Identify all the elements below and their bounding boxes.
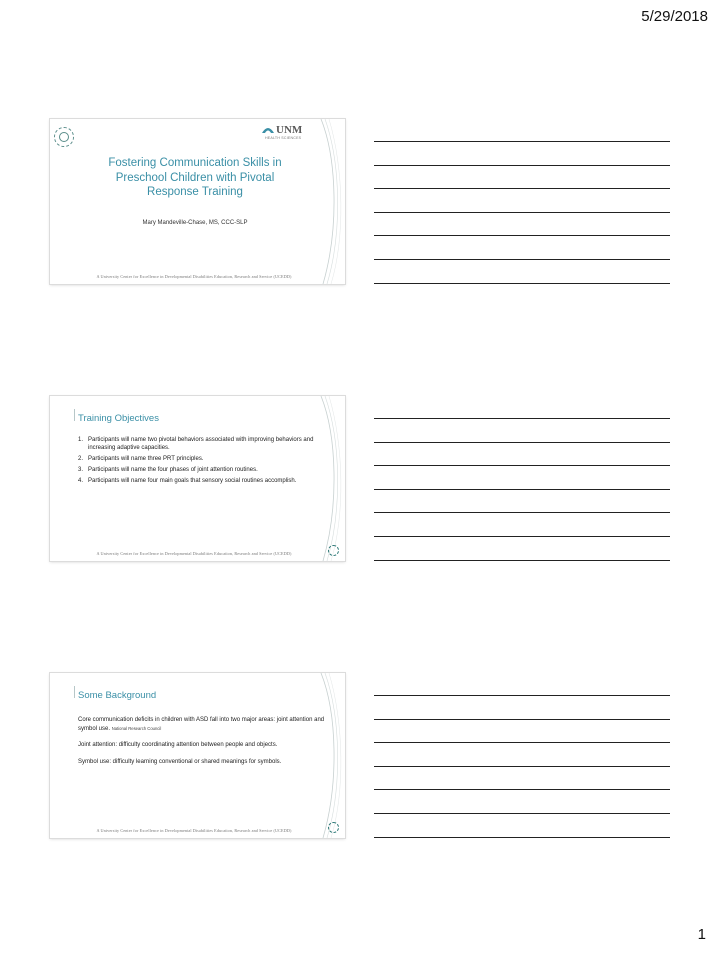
list-item bbox=[78, 466, 340, 474]
slide-body bbox=[78, 716, 336, 774]
notes-line bbox=[374, 259, 670, 260]
notes-line bbox=[374, 465, 670, 466]
objectives-list bbox=[78, 436, 340, 488]
handout-date: 5/29/2018 bbox=[641, 8, 708, 25]
slide-main-title bbox=[80, 156, 310, 200]
slide-heading: Training Objectives bbox=[78, 413, 159, 424]
notes-line bbox=[374, 789, 670, 790]
unm-mark-icon bbox=[261, 126, 275, 134]
ucedd-seal-icon bbox=[328, 545, 339, 556]
notes-line bbox=[374, 418, 670, 419]
item-number: 1. bbox=[78, 437, 84, 443]
body-paragraph bbox=[78, 716, 336, 733]
page-number: 1 bbox=[697, 926, 706, 943]
item-text: Participants will name the four phases of joint attention routines. bbox=[88, 467, 258, 473]
body-paragraph: Symbol use: difficulty learning conventional or shared meanings for symbols. bbox=[78, 758, 282, 765]
presenter-name: Mary Mandeville-Chase, MS, CCC-SLP bbox=[142, 220, 248, 226]
notes-line bbox=[374, 719, 670, 720]
item-number: 2. bbox=[78, 456, 84, 462]
paragraph-text: Core communication deficits in children with ASD fall into two major areas: joint attention and symbol use. bbox=[78, 717, 325, 732]
title-divider bbox=[74, 686, 75, 698]
notes-line bbox=[374, 766, 670, 767]
notes-line bbox=[374, 837, 670, 838]
notes-line bbox=[374, 742, 670, 743]
title-line: Preschool Children with Pivotal bbox=[115, 171, 275, 184]
slide-some-background bbox=[50, 673, 345, 838]
slide-title-slide bbox=[50, 119, 345, 284]
decorative-swoosh-icon bbox=[315, 396, 345, 561]
notes-line bbox=[374, 283, 670, 284]
title-line: Fostering Communication Skills in bbox=[108, 157, 282, 169]
notes-line bbox=[374, 141, 670, 142]
list-item bbox=[78, 436, 340, 452]
list-item bbox=[78, 477, 340, 485]
decorative-swoosh-icon bbox=[315, 673, 345, 838]
notes-line bbox=[374, 695, 670, 696]
slide-footer: A University Center for Excellence in Developmental Disabilities Education, Research and Service (UCEDD) bbox=[96, 828, 292, 833]
title-divider bbox=[74, 409, 75, 421]
unm-logo bbox=[261, 124, 311, 144]
item-text: Participants will name two pivotal behaviors associated with improving behaviors and increasing adaptive capacities. bbox=[88, 437, 314, 451]
notes-line bbox=[374, 813, 670, 814]
slide-heading: Some Background bbox=[78, 690, 157, 701]
body-paragraph: Joint attention: difficulty coordinating attention between people and objects. bbox=[78, 742, 278, 748]
unm-logo-subtitle: HEALTH SCIENCES bbox=[265, 136, 302, 140]
notes-line bbox=[374, 560, 670, 561]
slide-training-objectives bbox=[50, 396, 345, 561]
notes-line bbox=[374, 489, 670, 490]
notes-line bbox=[374, 212, 670, 213]
slide-footer: A University Center for Excellence in Developmental Disabilities Education, Research and Service (UCEDD) bbox=[96, 551, 292, 556]
unm-logo-text: UNM bbox=[276, 124, 303, 136]
ucedd-seal-icon bbox=[328, 822, 339, 833]
notes-line bbox=[374, 165, 670, 166]
title-line: Response Training bbox=[147, 186, 243, 198]
notes-line bbox=[374, 235, 670, 236]
item-text: Participants will name four main goals that sensory social routines accomplish. bbox=[88, 478, 297, 484]
notes-line bbox=[374, 536, 670, 537]
notes-line bbox=[374, 442, 670, 443]
notes-line bbox=[374, 512, 670, 513]
item-text: Participants will name three PRT principles. bbox=[88, 456, 204, 462]
citation: National Research Council bbox=[111, 725, 162, 731]
decorative-swoosh-icon bbox=[315, 119, 345, 284]
list-item bbox=[78, 455, 340, 463]
notes-line bbox=[374, 188, 670, 189]
item-number: 3. bbox=[78, 467, 84, 473]
ucedd-seal-icon bbox=[54, 127, 74, 147]
item-number: 4. bbox=[78, 478, 84, 484]
slide-footer: A University Center for Excellence in Developmental Disabilities Education, Research and Service (UCEDD) bbox=[96, 274, 292, 279]
